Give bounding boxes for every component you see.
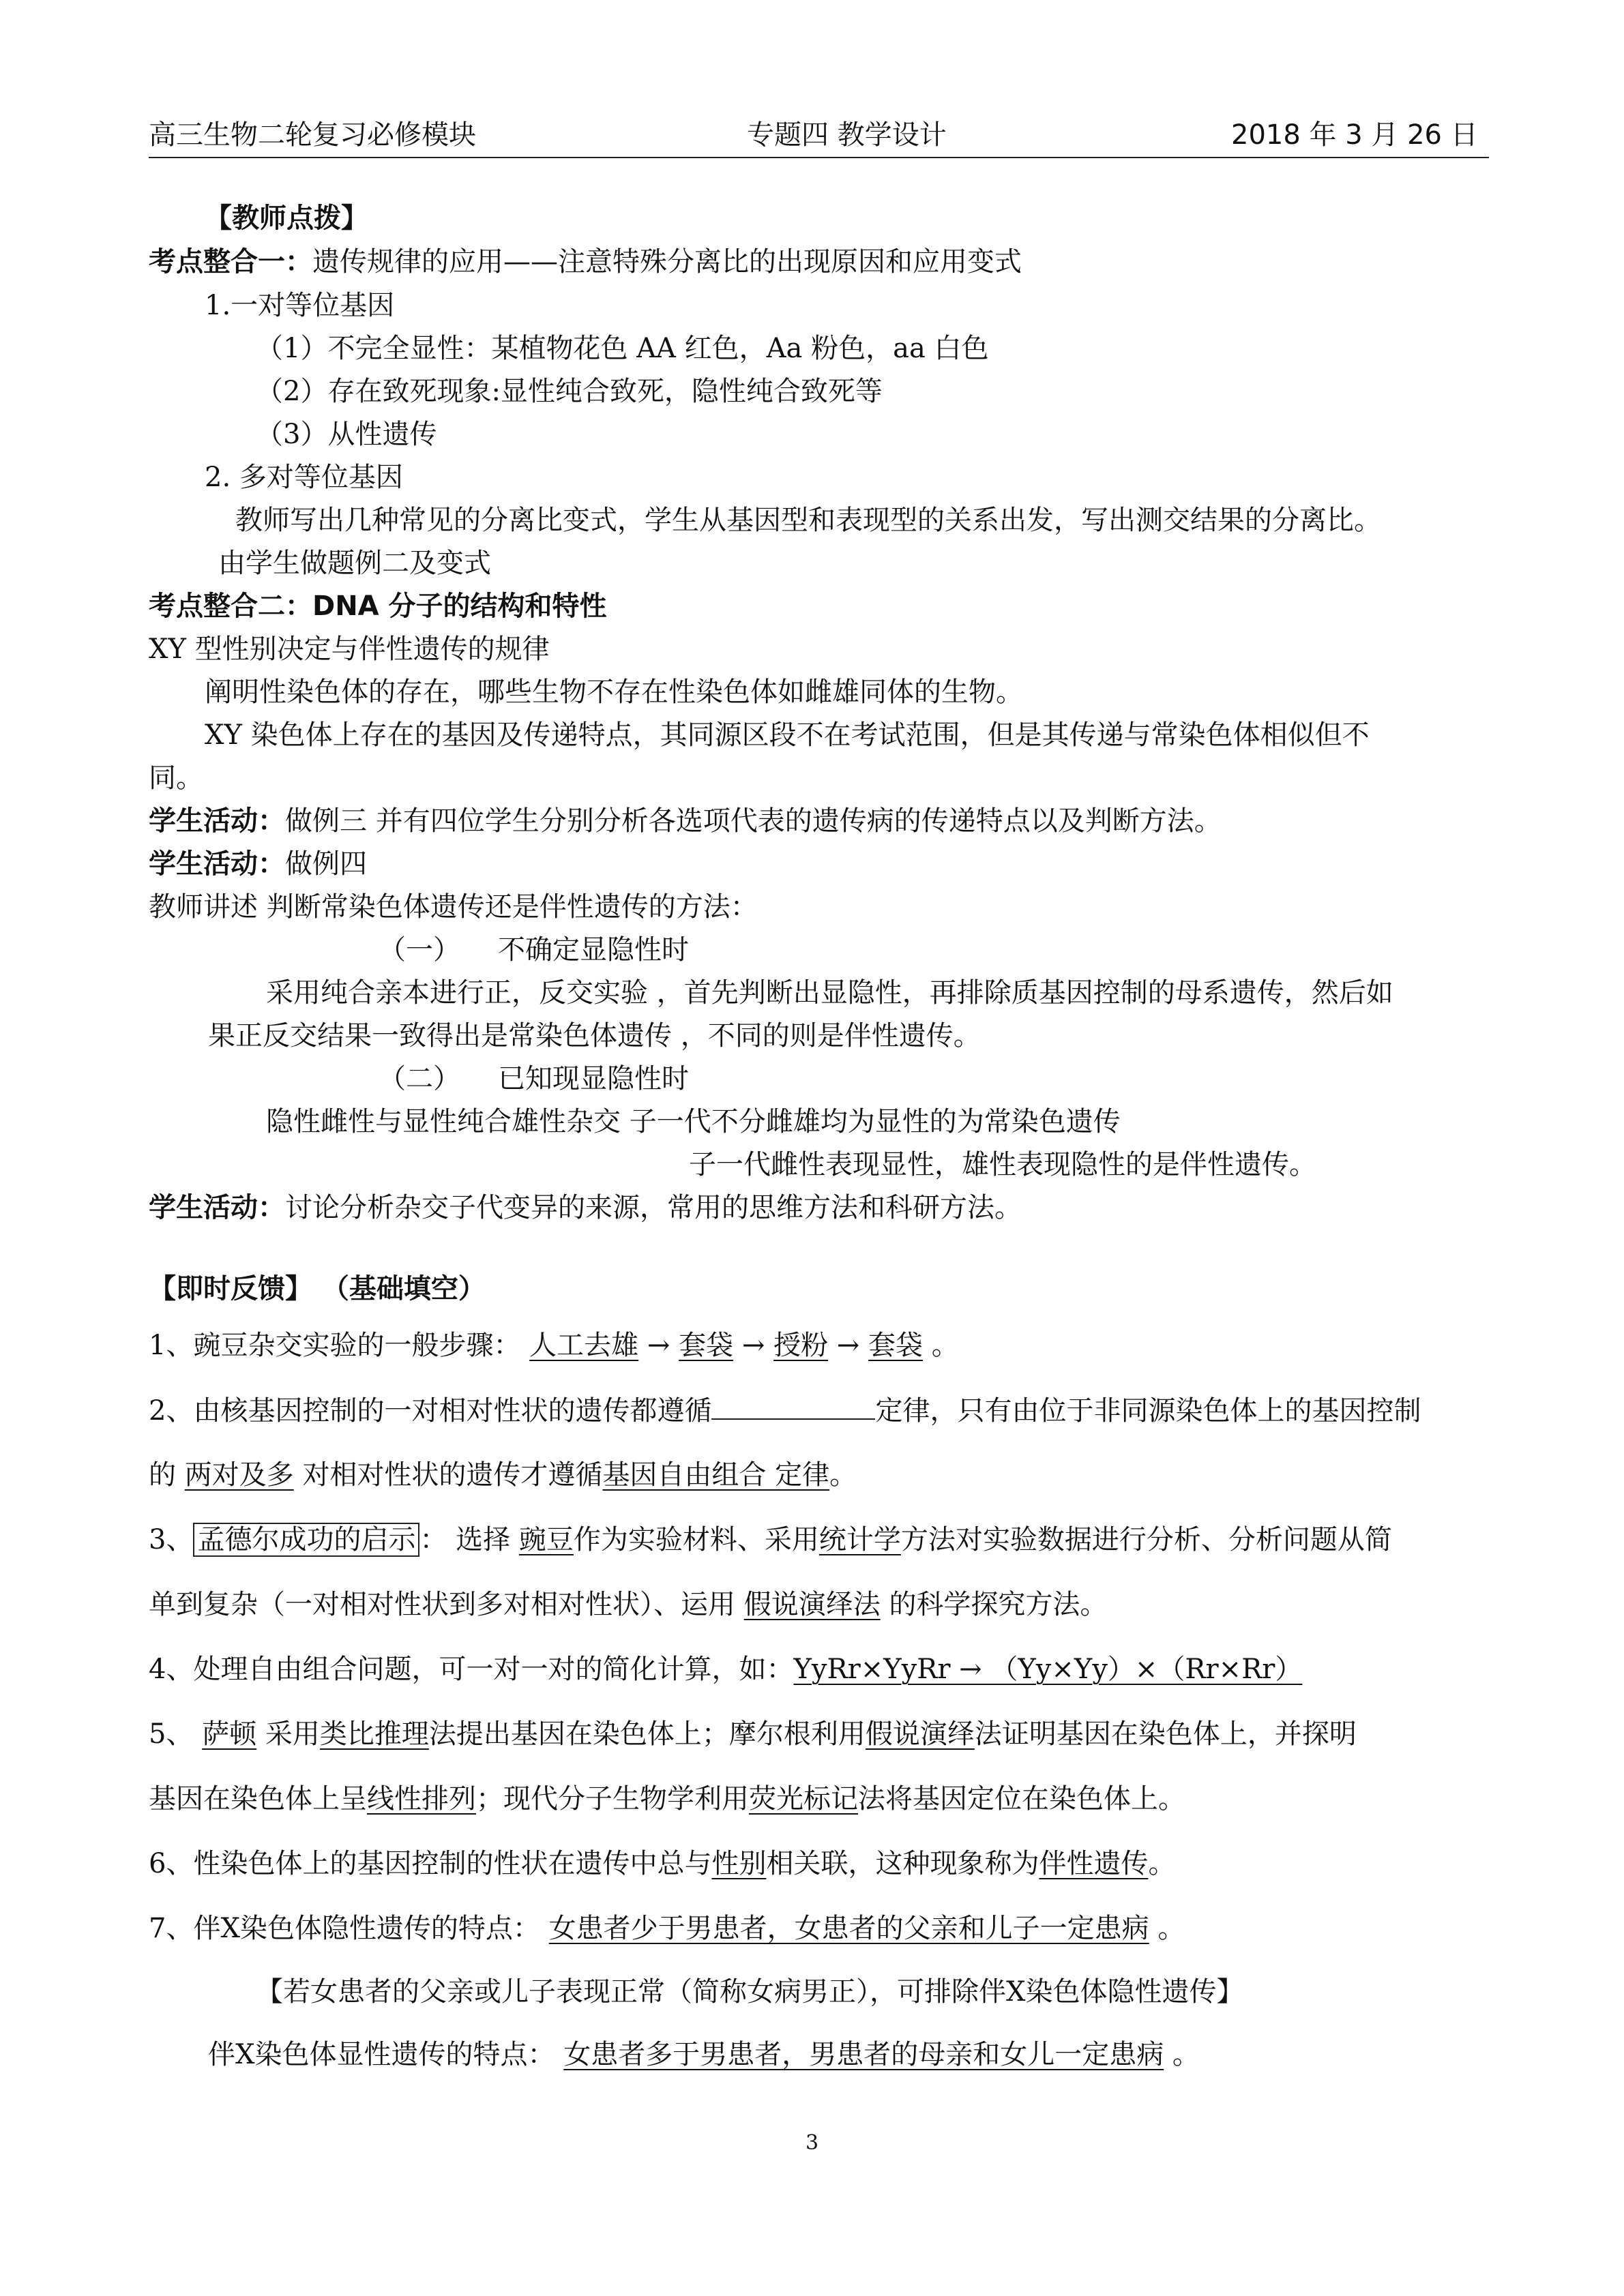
arrow: → [741,1330,765,1361]
item-incomplete-dominance: （1）不完全显性：某植物花色 AA 红色，Aa 粉色，aa 白色 [256,333,989,364]
xy-heading: XY 型性别决定与伴性遗传的规律 [149,633,550,665]
q6-seg-1: 相关联，这种现象称为 [766,1848,1039,1879]
q7-end: 。 [1157,1913,1185,1944]
case-two-number: （二） [379,1063,460,1094]
question-3b [149,1585,1107,1624]
header-right: 2018 年 3 月 26 日 [1231,119,1478,151]
teacher-paragraph-1: 教师写出几种常见的分离比变式，学生从基因型和表现型的关系出发，写出测交结果的分离比。 [235,505,1381,536]
q1-answer-d: 套袋 [868,1330,924,1361]
question-4 [149,1650,1302,1688]
q5-answer-a: 萨顿 [202,1718,257,1750]
q7b-answer: 女患者多于男患者，男患者的母亲和女儿一定患病 [563,2039,1164,2070]
q3b-prefix: 单到复杂（一对相对性状到多对相对性状）、运用 [149,1589,735,1620]
q7b-prefix: 伴X染色体显性遗传的特点： [208,2039,555,2070]
question-2b [149,1456,857,1494]
page-number: 3 [805,2131,819,2155]
q6-answer-b: 伴性遗传 [1039,1848,1149,1879]
student-activity-1-text: 做例三 并有四位学生分别分析各选项代表的遗传病的传递特点以及判断方法。 [285,805,1222,837]
q2b-answer-b: 基因自由组合 定律 [602,1459,830,1491]
case-one-title: 不确定显隐性时 [498,934,689,966]
q3-seg-2: 作为实验材料、采用 [573,1524,819,1555]
q5-seg-1: 采用 [265,1718,320,1750]
q2-prefix: 2、由核基因控制的一对相对性状的遗传都遵循 [149,1395,712,1427]
topic-one-label: 考点整合一： [149,246,312,278]
q2b-end: 。 [829,1459,857,1491]
q3b-end: 的科学探究方法。 [889,1589,1108,1620]
student-activity-2 [149,845,367,883]
question-1 [149,1326,959,1365]
q4-answer: YyRr×YyRr → （Yy×Yy）×（Rr×Rr） [793,1654,1303,1685]
topic-one-text: 遗传规律的应用——注意特殊分离比的出现原因和应用变式 [312,246,1022,278]
question-7b [208,2036,1200,2074]
q1-prefix: 1、豌豆杂交实验的一般步骤： [149,1330,521,1361]
q3-prefix: 3、 [149,1524,194,1555]
student-activity-label: 学生活动： [149,848,285,880]
q2-blank[interactable] [711,1391,875,1420]
header-rule [149,157,1489,158]
q5-prefix: 5、 [149,1718,194,1750]
q7-answer: 女患者少于男患者，女患者的父亲和儿子一定患病 [548,1913,1149,1944]
case-one-number: （一） [379,934,460,966]
student-activity-1 [149,802,1222,840]
topic-two: 考点整合二：DNA 分子的结构和特性 [149,591,607,622]
arrow: → [836,1330,860,1361]
student-activity-3-text: 讨论分析杂交子代变异的来源，常用的思维方法和科研方法。 [285,1192,1022,1223]
xy-paragraph-2a: XY 染色体上存在的基因及传递特点，其同源区段不在考试范围，但是其传递与常染色体相似但不 [205,719,1370,751]
feedback-heading: 【即时反馈】 （基础填空） [149,1273,486,1304]
case-two-line-1: 隐性雌性与显性纯合雄性杂交 子一代不分雌雄均为显性的为常染色遗传 [266,1106,1121,1137]
case-one-line-2: 果正反交结果一致得出是常染色体遗传 ，不同的则是伴性遗传。 [208,1020,981,1052]
q3-answer-a: 豌豆 [518,1524,574,1555]
teacher-method-intro: 教师讲述 判断常染色体遗传还是伴性遗传的方法： [149,891,758,923]
case-two-title: 已知现显隐性时 [498,1063,689,1094]
header-left: 高三生物二轮复习必修模块 [149,119,476,151]
q2b-answer-a: 两对及多 [184,1459,294,1491]
student-activity-label: 学生活动： [149,805,285,837]
case-one-line-1: 采用纯合亲本进行正，反交实验 ，首先判断出显隐性，再排除质基因控制的母系遗传，然后如 [266,977,1393,1009]
q5b-answer-a: 线性排列 [367,1783,476,1815]
q2b-prefix: 的 [149,1459,176,1491]
q1-answer-b: 套袋 [679,1330,734,1361]
q5b-answer-b: 荧光标记 [749,1783,858,1815]
item-lethal: （2）存在致死现象:显性纯合致死，隐性纯合致死等 [256,376,883,407]
question-2 [149,1391,1421,1430]
teacher-paragraph-2: 由学生做题例二及变式 [218,548,491,579]
q7-note: 【若女患者的父亲或儿子表现正常（简称女病男正），可排除伴X染色体隐性遗传】 [256,1976,1244,2008]
question-5b [149,1780,1185,1818]
q3-answer-b: 统计学 [818,1524,901,1555]
case-two-line-2: 子一代雌性表现显性，雄性表现隐性的是伴性遗传。 [689,1149,1316,1180]
item-multiple-alleles: 2. 多对等位基因 [205,462,403,493]
q3-seg-3: 方法对实验数据进行分析、分析问题从简 [900,1524,1392,1555]
q5-answer-b: 类比推理 [319,1718,429,1750]
question-7 [149,1909,1185,1948]
header-center: 专题四 教学设计 [747,119,947,151]
xy-paragraph-2b: 同。 [149,762,203,794]
q5-seg-2: 法提出基因在染色体上；摩尔根利用 [428,1718,866,1750]
q4-prefix: 4、处理自由组合问题，可一对一对的简化计算，如： [149,1654,794,1685]
xy-paragraph-1: 阐明性染色体的存在，哪些生物不存在性染色体如雌雄同体的生物。 [205,676,1023,708]
student-activity-3 [149,1189,1022,1227]
q6-end: 。 [1148,1848,1176,1879]
question-6 [149,1845,1175,1883]
q1-answer-c: 授粉 [773,1330,829,1361]
item-single-allele: 1.一对等位基因 [205,290,395,321]
student-activity-2-text: 做例四 [285,848,367,880]
q3-seg-1: ： 选择 [419,1524,511,1555]
question-5 [149,1715,1357,1753]
q5-answer-c: 假说演绎 [865,1718,975,1750]
q1-answer-a: 人工去雄 [529,1330,639,1361]
q6-prefix: 6、性染色体上的基因控制的性状在遗传中总与 [149,1848,712,1879]
q1-end: 。 [931,1330,959,1361]
q5b-prefix: 基因在染色体上呈 [149,1783,367,1815]
q2b-mid: 对相对性状的遗传才遵循 [302,1459,603,1491]
arrow: → [647,1330,670,1361]
student-activity-label: 学生活动： [149,1192,285,1223]
q5b-seg-1: ；现代分子生物学利用 [476,1783,749,1815]
item-sex-influenced: （3）从性遗传 [256,419,437,450]
teacher-heading: 【教师点拨】 [205,203,368,234]
q3-boxed-title: 孟德尔成功的启示 [193,1523,419,1557]
q3b-answer-a: 假说演绎法 [743,1589,881,1620]
q7b-end: 。 [1172,2039,1200,2070]
q5b-seg-2: 法将基因定位在染色体上。 [858,1783,1185,1815]
q2-mid: 定律，只有由位于非同源染色体上的基因控制 [875,1395,1421,1427]
topic-one [149,243,1022,281]
q6-answer-a: 性别 [711,1848,767,1879]
q5-seg-3: 法证明基因在染色体上，并探明 [974,1718,1357,1750]
question-3 [149,1521,1392,1559]
q7-prefix: 7、伴X染色体隐性遗传的特点： [149,1913,540,1944]
